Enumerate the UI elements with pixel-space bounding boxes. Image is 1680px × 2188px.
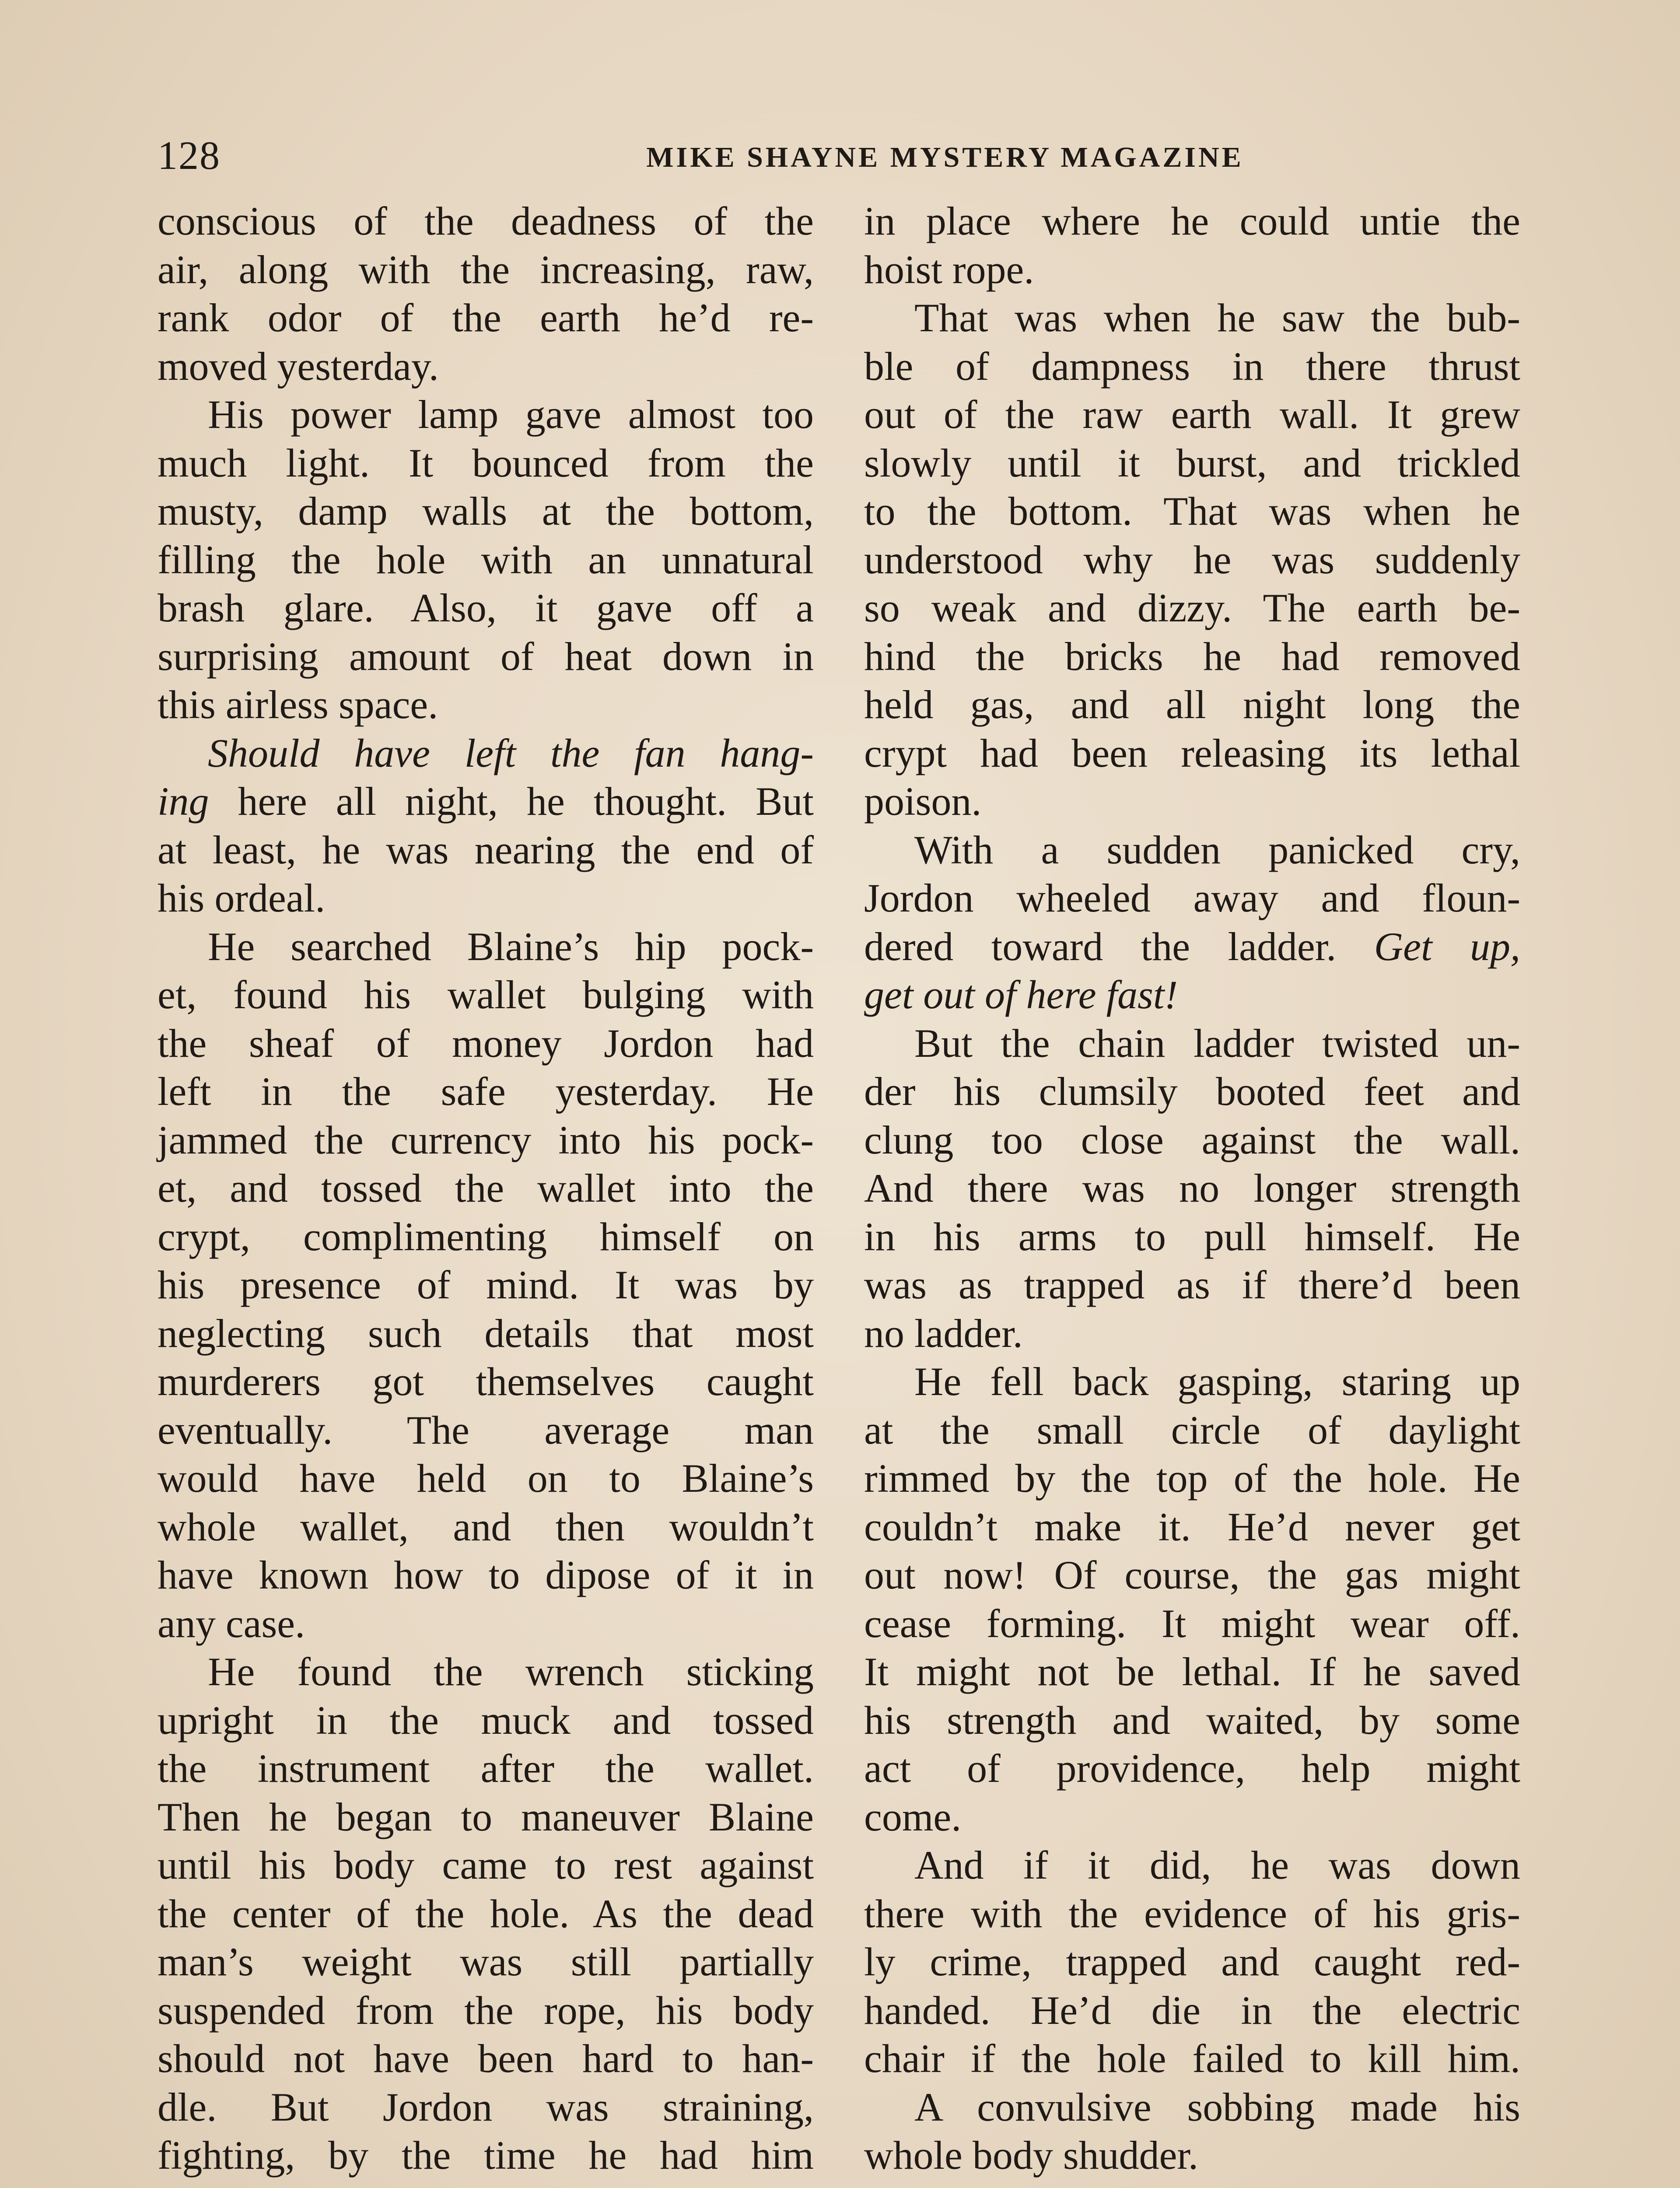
text-line — [158, 1551, 814, 1599]
body-text: musty, damp walls at the bottom, — [158, 489, 814, 533]
body-text: chair if the hole failed to kill him. — [864, 2036, 1520, 2081]
text-line — [158, 1986, 814, 2035]
body-text: That was when he saw the bub- — [914, 295, 1520, 340]
body-text: moved yesterday. — [158, 344, 439, 389]
text-line — [158, 2034, 814, 2083]
text-line — [864, 342, 1520, 391]
text-line — [864, 1648, 1520, 1696]
body-text: couldn’t make it. He’d never get — [864, 1504, 1520, 1549]
text-line — [158, 1744, 814, 1793]
body-text: But the chain ladder twisted un- — [914, 1020, 1520, 1066]
body-text: rank odor of the earth he’d re- — [158, 295, 814, 340]
body-text: conscious of the deadness of the — [158, 199, 814, 243]
text-line — [864, 536, 1520, 584]
body-text: ble of dampness in there thrust — [864, 344, 1520, 389]
body-text: have known how to dipose of it in — [158, 1553, 814, 1597]
text-line — [864, 1696, 1520, 1745]
text-line — [864, 1261, 1520, 1309]
body-text: would have held on to Blaine’s — [158, 1456, 814, 1501]
body-text: out now! Of course, the gas might — [864, 1553, 1520, 1597]
body-text: murderers got themselves caught — [158, 1359, 814, 1404]
text-line — [864, 1793, 1520, 1841]
text-line — [864, 1599, 1520, 1648]
body-text: crypt, complimenting himself on — [158, 1214, 814, 1259]
body-text: out of the raw earth wall. It grew — [864, 392, 1520, 437]
text-line — [158, 1213, 814, 1261]
body-text: His power lamp gave almost too — [208, 392, 814, 437]
body-text: man’s weight was still partially — [158, 1939, 814, 1984]
text-line — [158, 197, 814, 245]
text-line — [864, 2083, 1520, 2132]
text-line — [158, 342, 814, 391]
text-line — [864, 1309, 1520, 1358]
body-text: held gas, and all night long the — [864, 682, 1520, 727]
body-text: eventually. The average man — [158, 1407, 814, 1452]
body-text: And there was no longer strength — [864, 1166, 1520, 1210]
text-line — [864, 1454, 1520, 1503]
body-text: slowly until it burst, and trickled — [864, 440, 1520, 485]
text-line — [158, 1164, 814, 1213]
text-line — [864, 680, 1520, 729]
text-line — [864, 197, 1520, 245]
body-text: surprising amount of heat down in — [158, 634, 814, 679]
text-line — [864, 1841, 1520, 1890]
text-line — [158, 632, 814, 681]
body-text: come. — [864, 1794, 962, 1839]
body-text: any case. — [158, 1601, 305, 1646]
text-line — [158, 1406, 814, 1455]
body-text: He searched Blaine’s hip pock- — [208, 924, 814, 969]
body-text: dle. But Jordon was straining, — [158, 2084, 814, 2129]
text-line — [158, 1019, 814, 1068]
body-text: his presence of mind. It was by — [158, 1262, 814, 1307]
running-head: MIKE SHAYNE MYSTERY MAGAZINE — [646, 141, 1244, 173]
text-line — [158, 1648, 814, 1696]
body-text: hoist rope. — [864, 247, 1034, 292]
body-text: this airless space. — [158, 682, 438, 727]
text-line — [864, 826, 1520, 874]
body-text: And if it did, he was down — [914, 1843, 1520, 1887]
page-header — [158, 131, 1522, 184]
italic-text: Should have left the fan hang- — [208, 730, 814, 775]
text-line — [158, 777, 814, 826]
body-text: the instrument after the wallet. — [158, 1746, 814, 1791]
body-text: brash glare. Also, it gave off a — [158, 586, 814, 630]
body-text: whole wallet, and then wouldn’t — [158, 1504, 814, 1549]
text-line — [158, 1357, 814, 1406]
text-line — [864, 2034, 1520, 2083]
text-line — [864, 390, 1520, 439]
text-line — [864, 1551, 1520, 1599]
body-text: clung too close against the wall. — [864, 1117, 1520, 1162]
body-text: fighting, by the time he had him — [158, 2133, 814, 2177]
body-text: neglecting such details that most — [158, 1311, 814, 1356]
body-text: Jordon wheeled away and floun- — [864, 876, 1520, 920]
body-text: here all night, he thought. But — [209, 779, 814, 824]
body-text: in place where he could untie the — [864, 199, 1520, 243]
text-line — [158, 1599, 814, 1648]
body-text: ly crime, trapped and caught red- — [864, 1939, 1520, 1984]
body-text: dered toward the ladder. — [864, 924, 1374, 969]
text-line — [864, 632, 1520, 681]
left-text-column — [158, 197, 814, 2180]
body-text: With a sudden panicked cry, — [914, 827, 1520, 872]
text-line — [864, 487, 1520, 536]
body-text: whole body shudder. — [864, 2133, 1199, 2177]
body-text: at the small circle of daylight — [864, 1407, 1520, 1452]
text-line — [864, 1938, 1520, 1986]
text-line — [158, 1116, 814, 1164]
text-line — [864, 1986, 1520, 2035]
text-line — [864, 245, 1520, 294]
body-text: cease forming. It might wear off. — [864, 1601, 1520, 1646]
body-text: his ordeal. — [158, 876, 326, 920]
text-line — [158, 1454, 814, 1503]
body-text: filling the hole with an unnatural — [158, 537, 814, 582]
text-line — [158, 922, 814, 971]
text-line — [158, 1696, 814, 1745]
text-line — [158, 680, 814, 729]
body-text: was as trapped as if there’d been — [864, 1262, 1520, 1307]
body-text: crypt had been releasing its lethal — [864, 730, 1520, 775]
body-text: He fell back gasping, staring up — [914, 1359, 1520, 1404]
text-line — [864, 1067, 1520, 1116]
text-line — [864, 874, 1520, 922]
body-text: so weak and dizzy. The earth be- — [864, 586, 1520, 630]
body-text: the sheaf of money Jordon had — [158, 1020, 814, 1066]
text-line — [158, 1938, 814, 1986]
body-text: should not have been hard to han- — [158, 2036, 814, 2081]
body-text: handed. He’d die in the electric — [864, 1988, 1520, 2033]
text-line — [158, 1503, 814, 1551]
body-text: air, along with the increasing, raw, — [158, 247, 814, 292]
body-text: He found the wrench sticking — [208, 1649, 814, 1694]
text-line — [158, 1261, 814, 1309]
text-line — [864, 584, 1520, 632]
text-line — [158, 584, 814, 632]
text-line — [864, 1744, 1520, 1793]
text-line — [864, 971, 1520, 1019]
body-text: much light. It bounced from the — [158, 440, 814, 485]
text-line — [158, 1309, 814, 1358]
text-line — [158, 390, 814, 439]
body-text: et, and tossed the wallet into the — [158, 1166, 814, 1210]
body-text: there with the evidence of his gris- — [864, 1891, 1520, 1936]
text-line — [158, 1890, 814, 1938]
body-text: Then he began to maneuver Blaine — [158, 1794, 814, 1839]
text-line — [864, 2131, 1520, 2180]
text-line — [158, 439, 814, 487]
text-line — [864, 1406, 1520, 1455]
text-line — [158, 971, 814, 1019]
text-line — [158, 1841, 814, 1890]
text-line — [158, 826, 814, 874]
text-line — [864, 1890, 1520, 1938]
text-line — [864, 439, 1520, 487]
body-text: in his arms to pull himself. He — [864, 1214, 1520, 1259]
text-line — [864, 1503, 1520, 1551]
body-text: the center of the hole. As the dead — [158, 1891, 814, 1936]
text-line — [864, 1213, 1520, 1261]
body-text: act of providence, help might — [864, 1746, 1520, 1791]
body-text: until his body came to rest against — [158, 1843, 814, 1887]
italic-text: ing — [158, 779, 209, 824]
text-line — [158, 729, 814, 778]
text-line — [864, 729, 1520, 778]
page-number: 128 — [158, 133, 220, 178]
text-line — [864, 1019, 1520, 1068]
text-line — [158, 1793, 814, 1841]
text-line — [158, 245, 814, 294]
text-line — [158, 294, 814, 342]
text-line — [864, 777, 1520, 826]
text-line — [864, 1357, 1520, 1406]
text-line — [864, 1164, 1520, 1213]
body-text: suspended from the rope, his body — [158, 1988, 814, 2033]
body-text: his strength and waited, by some — [864, 1697, 1520, 1743]
text-line — [158, 2131, 814, 2180]
body-text: upright in the muck and tossed — [158, 1697, 814, 1743]
body-text: poison. — [864, 779, 982, 824]
body-text: no ladder. — [864, 1311, 1023, 1356]
italic-text: get out of here fast! — [864, 972, 1178, 1017]
body-text: left in the safe yesterday. He — [158, 1069, 814, 1114]
text-line — [158, 874, 814, 922]
text-line — [158, 2083, 814, 2132]
body-text: rimmed by the top of the hole. He — [864, 1456, 1520, 1501]
body-text: hind the bricks he had removed — [864, 634, 1520, 679]
right-text-column — [864, 197, 1520, 2180]
text-line — [158, 1067, 814, 1116]
body-text: A convulsive sobbing made his — [914, 2084, 1520, 2129]
body-text: jammed the currency into his pock- — [158, 1117, 814, 1162]
body-text: der his clumsily booted feet and — [864, 1069, 1520, 1114]
body-text: at least, he was nearing the end of — [158, 827, 814, 872]
body-text: It might not be lethal. If he saved — [864, 1649, 1520, 1694]
text-line — [864, 294, 1520, 342]
text-line — [158, 536, 814, 584]
text-line — [864, 1116, 1520, 1164]
text-line — [864, 922, 1520, 971]
body-text: to the bottom. That was when he — [864, 489, 1520, 533]
italic-text: Get up, — [1374, 924, 1520, 969]
body-text: et, found his wallet bulging with — [158, 972, 814, 1017]
body-text: understood why he was suddenly — [864, 537, 1520, 582]
text-line — [158, 487, 814, 536]
